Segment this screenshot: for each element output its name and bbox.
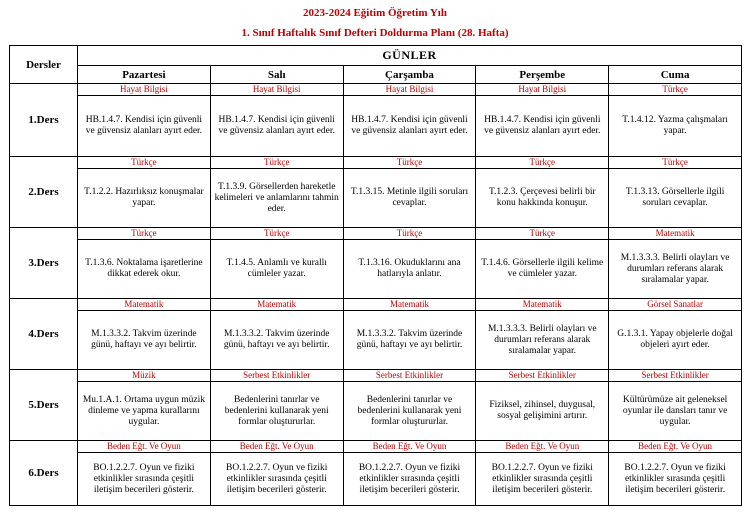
subject-label: Serbest Etkinlikler (211, 370, 343, 382)
subject-label: Serbest Etkinlikler (609, 370, 741, 382)
schedule-cell (476, 228, 609, 299)
subject-label: Matematik (211, 299, 343, 311)
schedule-cell (210, 157, 343, 228)
subject-label: Türkçe (211, 157, 343, 169)
objective-text: T.1.4.6. Görsellerle ilgili kelime ve cümleler yazar. (481, 258, 604, 279)
lesson-label: 2.Ders (10, 157, 78, 228)
day-header-persembe: Perşembe (476, 66, 609, 84)
objective-text: M.1.3.3.2. Takvim üzerinde günü, haftayı ve ayı belirtir. (223, 329, 330, 350)
subject-label: Türkçe (476, 157, 608, 169)
objective-text: HB.1.4.7. Kendisi için güvenli ve güvensiz alanları ayırt eder. (218, 115, 335, 136)
schedule-cell (78, 441, 211, 506)
schedule-cell (78, 157, 211, 228)
schedule-cell (609, 157, 742, 228)
schedule-body (10, 84, 742, 506)
subject-label: Türkçe (609, 157, 741, 169)
schedule-cell (476, 157, 609, 228)
objective-text: M.1.3.3.3. Belirli olayları ve durumları referans alarak sıralamalar yapar. (620, 252, 730, 285)
schedule-cell (476, 441, 609, 506)
schedule-cell (343, 441, 476, 506)
objective-text: M.1.3.3.2. Takvim üzerinde günü, haftayı ve ayı belirtir. (91, 329, 197, 350)
schedule-cell (609, 370, 742, 441)
objective-text: BO.1.2.2.7. Oyun ve fiziki etkinlikler sırasında çeşitli iletişim becerileri gösterir. (93, 462, 195, 495)
objective-text: Mu.1.A.1. Ortama uygun müzik dinleme ve yapma kurallarını uygular. (82, 394, 205, 427)
objective-text: T.1.3.6. Noktalama işaretlerine dikkat ederek okur. (85, 258, 203, 279)
lesson-row (10, 441, 742, 506)
objective-text: BO.1.2.2.7. Oyun ve fiziki etkinlikler sırasında çeşitli iletişim becerileri gösterir. (358, 462, 461, 495)
objective-text: T.1.2.3. Çerçevesi belirli bir konu hakkında konuşur. (488, 187, 596, 208)
objective-text: BO.1.2.2.7. Oyun ve fiziki etkinlikler sırasında çeşitli iletişim becerileri gösterir. (624, 462, 726, 495)
schedule-cell (343, 370, 476, 441)
corner-label: Dersler (10, 46, 78, 84)
subject-label: Matematik (609, 228, 741, 240)
objective-text: T.1.3.15. Metinle ilgili soruları cevaplar. (350, 187, 469, 208)
schedule-cell (78, 370, 211, 441)
objective-text: G.1.3.1. Yapay objelerle doğal objeleri ayırt eder. (617, 329, 733, 350)
schedule-cell (476, 370, 609, 441)
subject-label: Matematik (344, 299, 476, 311)
objective-text: HB.1.4.7. Kendisi için güvenli ve güvensiz alanları ayırt eder. (351, 115, 468, 136)
lesson-label: 3.Ders (10, 228, 78, 299)
subject-label: Türkçe (78, 228, 210, 240)
subject-label: Türkçe (78, 157, 210, 169)
subject-label: Beden Eğt. Ve Oyun (211, 441, 343, 453)
objective-text: BO.1.2.2.7. Oyun ve fiziki etkinlikler sırasında çeşitli iletişim becerileri gösterir. (226, 462, 328, 495)
day-header-pazartesi: Pazartesi (78, 66, 211, 84)
lesson-row (10, 157, 742, 228)
schedule-cell (78, 299, 211, 370)
subject-label: Müzik (78, 370, 210, 382)
subject-label: Matematik (78, 299, 210, 311)
subject-label: Beden Eğt. Ve Oyun (344, 441, 476, 453)
objective-text: Bedenlerini tanırlar ve bedenlerini kullanarak yeni formlar oluştururlar. (357, 394, 462, 427)
lesson-label: 5.Ders (10, 370, 78, 441)
objective-text: T.1.4.12. Yazma çalışmaları yapar. (622, 115, 728, 136)
subject-label: Türkçe (609, 84, 741, 96)
objective-text: HB.1.4.7. Kendisi için güvenli ve güvensiz alanları ayırt eder. (484, 115, 601, 136)
schedule-cell (343, 157, 476, 228)
lesson-row (10, 299, 742, 370)
schedule-cell (609, 299, 742, 370)
subject-label: Hayat Bilgisi (78, 84, 210, 96)
objective-text: M.1.3.3.3. Belirli olayları ve durumları referans alarak sıralamalar yapar. (487, 323, 597, 356)
lesson-label: 6.Ders (10, 441, 78, 506)
objective-text: T.1.4.5. Anlamlı ve kurallı cümleler yazar. (226, 258, 327, 279)
objective-text: BO.1.2.2.7. Oyun ve fiziki etkinlikler sırasında çeşitli iletişim becerileri gösterir. (491, 462, 593, 495)
schedule-cell (78, 228, 211, 299)
objective-text: M.1.3.3.2. Takvim üzerinde günü, haftayı ve ayı belirtir. (356, 329, 463, 350)
objective-text: HB.1.4.7. Kendisi için güvenli ve güvensiz alanları ayırt eder. (85, 115, 203, 136)
subject-label: Matematik (476, 299, 608, 311)
schedule-cell (210, 441, 343, 506)
schedule-cell (210, 299, 343, 370)
subject-label: Beden Eğt. Ve Oyun (476, 441, 608, 453)
subject-label: Serbest Etkinlikler (476, 370, 608, 382)
objective-text: T.1.2.2. Hazırlıksız konuşmalar yapar. (84, 187, 204, 208)
objective-text: Fiziksel, zihinsel, duygusal, sosyal gelişimini artırır. (489, 400, 596, 421)
subject-label: Hayat Bilgisi (344, 84, 476, 96)
lesson-row (10, 228, 742, 299)
day-header-sali: Salı (210, 66, 343, 84)
subject-label: Hayat Bilgisi (476, 84, 608, 96)
lesson-label: 1.Ders (10, 84, 78, 157)
schedule-cell (343, 228, 476, 299)
objective-text: T.1.3.13. Görsellerle ilgili soruları cevaplar. (625, 187, 725, 208)
subject-label: Beden Eğt. Ve Oyun (609, 441, 741, 453)
subject-label: Hayat Bilgisi (211, 84, 343, 96)
subject-label: Beden Eğt. Ve Oyun (78, 441, 210, 453)
objective-text: Bedenlerini tanırlar ve bedenlerini kullanarak yeni formlar oluştururlar. (224, 394, 329, 427)
days-group-header: GÜNLER (78, 46, 742, 66)
page-title: 2023-2024 Eğitim Öğretim Yılı (303, 7, 447, 19)
schedule-table (9, 45, 742, 506)
schedule-cell (78, 84, 211, 157)
schedule-cell (476, 84, 609, 157)
lesson-row (10, 84, 742, 157)
objective-text: T.1.3.16. Okuduklarını ana hatlarıyla anlatır. (358, 258, 461, 279)
day-header-cuma: Cuma (609, 66, 742, 84)
schedule-cell (609, 441, 742, 506)
subject-label: Görsel Sanatlar (609, 299, 741, 311)
subject-label: Türkçe (211, 228, 343, 240)
subject-label: Türkçe (344, 228, 476, 240)
schedule-cell (609, 84, 742, 157)
lesson-label: 4.Ders (10, 299, 78, 370)
schedule-cell (343, 84, 476, 157)
page-subtitle: 1. Sınıf Haftalık Sınıf Defteri Doldurma Planı (28. Hafta) (241, 27, 509, 39)
lesson-row (10, 370, 742, 441)
schedule-cell (210, 228, 343, 299)
schedule-cell (609, 228, 742, 299)
schedule-cell (210, 84, 343, 157)
subject-label: Türkçe (344, 157, 476, 169)
day-header-carsamba: Çarşamba (343, 66, 476, 84)
subject-label: Türkçe (476, 228, 608, 240)
objective-text: Kültürümüze ait geleneksel oyunlar ile dansları tanır ve uygular. (622, 394, 728, 427)
schedule-cell (210, 370, 343, 441)
schedule-cell (476, 299, 609, 370)
subject-label: Serbest Etkinlikler (344, 370, 476, 382)
schedule-cell (343, 299, 476, 370)
objective-text: T.1.3.9. Görsellerden hareketle kelimeleri ve anlamlarını tahmin eder. (214, 181, 339, 214)
